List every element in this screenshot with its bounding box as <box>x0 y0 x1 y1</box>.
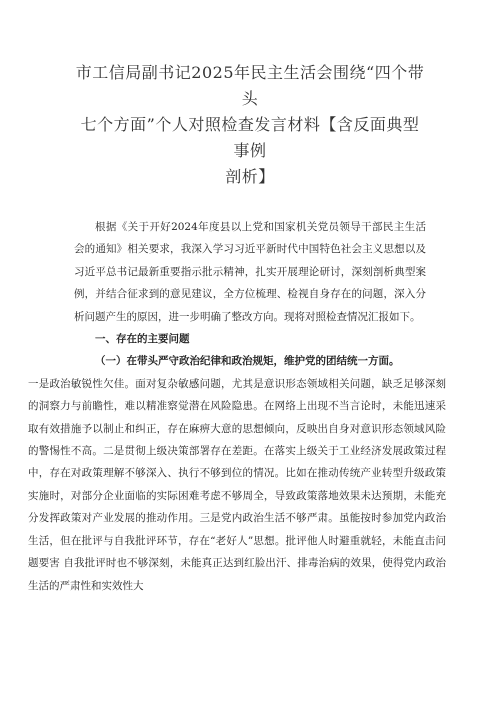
title-line-3: 剖析】 <box>225 167 275 186</box>
title-line-1: 市工信局副书记2025年民主生活会围绕“四个带头 <box>75 63 425 108</box>
section-heading: 一、存在的主要问题 <box>95 333 190 346</box>
subsection-heading: （一）在带头严守政治纪律和政治规矩，维护党的团结统一方面。 <box>95 355 400 368</box>
body-block <box>28 373 446 597</box>
title-line-2: 七个方面”个人对照检查发言材料【含反面典型事例 <box>80 115 420 160</box>
intro-paragraph: 根据《关于开好2024年度县以上党和国家机关党员领导干部民主生活会的通知》相关要求，我深入学习习近平新时代中国特色社会主义思想以及习近平总书记最新重要指示批示精神，扎实开展理论研讨，深刻剖析典型案例，并结合征求到的意见建议，全方位梳理、检视自身存在的问题，深入分析问题产生的原因，进一步明确了整改方向。现将对照检查情况汇报如下。 <box>74 221 426 323</box>
body-paragraph: 一是政治敏锐性欠佳。面对复杂敏感问题，尤其是意识形态领域相关问题，缺乏足够深刻的洞察力与前瞻性，难以精准察觉潜在风险隐患。在网络上出现不当言论时，未能迅速采取有效措施予以制止和纠正，存在麻痹大意的思想倾向，反映出自身对意识形态领域风险的警惕性不高。二是贯彻上级决策部署存在差距。在落实上级关于工业经济发展政策过程中，存在对政策理解不够深入、执行不够到位的情况。比如在推动传统产业转型升级政策实施时，对部分企业面临的实际困难考虑不够周全，导致政策落地效果未达预期，未能充分发挥政策对产业发展的推动作用。三是党内政治生活不够严肃。虽能按时参加党内政治生活，但在批评与自我批评环节，存在“老好人”思想。批评他人时避重就轻，未能直击问题要害 自我批评时也不够深刻，未能真正达到红脸出汗、排毒治病的效果，使得党内政治生活的严肃性和实效性大 <box>28 377 446 592</box>
document-title <box>74 60 426 190</box>
